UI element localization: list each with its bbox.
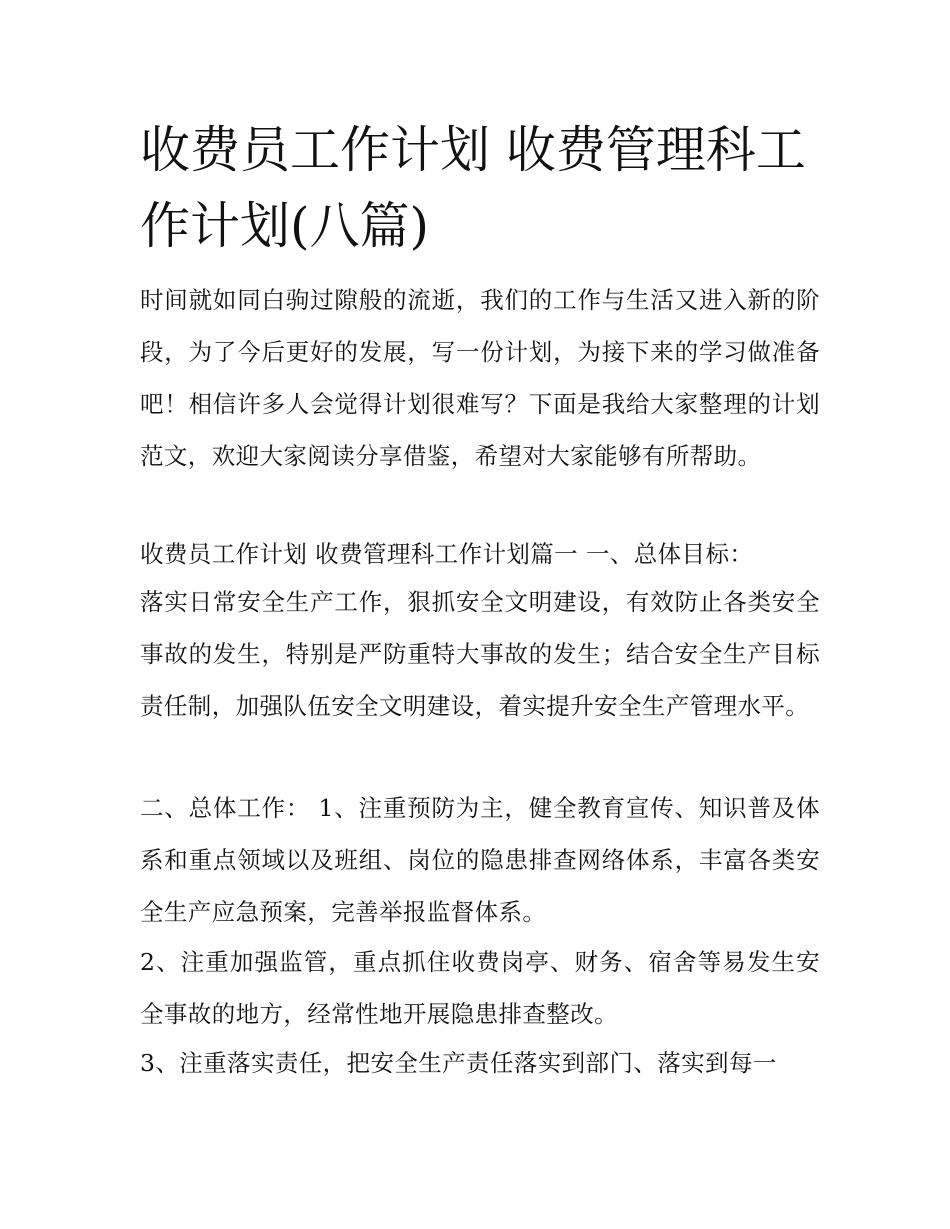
intro-paragraph: 时间就如同白驹过隙般的流逝，我们的工作与生活又进入新的阶段，为了今后更好的发展，写一份计划，为接下来的学习做准备吧！相信许多人会觉得计划很难写？下面是我给大家整理的计划范文，欢迎大家阅读分享借鉴，希望对大家能够有所帮助。	[140, 286, 820, 470]
document-title: 收费员工作计划 收费管理科工作计划(八篇)	[140, 121, 806, 255]
goal-paragraph: 落实日常安全生产工作，狠抓安全文明建设，有效防止各类安全事故的发生，特别是严防重特大事故的发生；结合安全生产目标责任制，加强队伍安全文明建设，着实提升安全生产管理水平。	[140, 588, 820, 720]
section-heading-paragraph: 收费员工作计划 收费管理科工作计划篇一 一、总体目标：	[140, 540, 754, 568]
item-2-paragraph: 2、注重加强监管，重点抓住收费岗亭、财务、宿舍等易发生安全事故的地方，经常性地开展隐患排查整改。	[140, 948, 820, 1028]
work-paragraph: 二、总体工作： 1、注重预防为主，健全教育宣传、知识普及体系和重点领域以及班组、岗位的隐患排查网络体系，丰富各类安全生产应急预案，完善举报监督体系。	[140, 794, 820, 926]
item-3-paragraph: 3、注重落实责任，把安全生产责任落实到部门、落实到每一	[140, 1049, 777, 1077]
